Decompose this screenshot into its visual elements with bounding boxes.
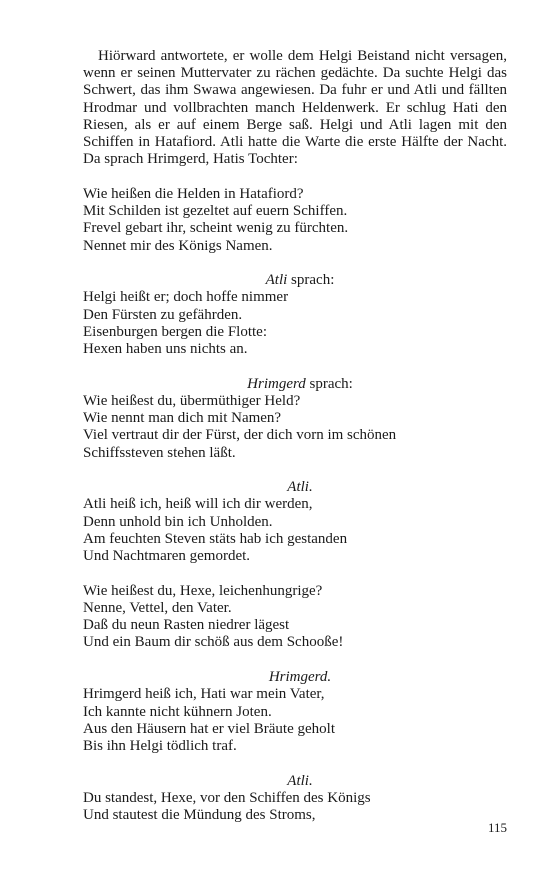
verse-line: Mit Schilden ist gezeltet auf euern Schiffen. <box>83 203 348 220</box>
verse-line: Und Nachtmaren gemordet. <box>83 548 251 565</box>
verse-line: Und ein Baum dir schöß aus dem Schooße! <box>83 634 344 651</box>
verse-line: Wie nennt man dich mit Namen? <box>83 410 282 427</box>
verse-line: Frevel gebart ihr, scheint wenig zu fürchten. <box>83 220 349 237</box>
page-number: 115 <box>487 820 507 835</box>
stanza-6 <box>83 686 507 755</box>
verse-line: Schiffssteven stehen läßt. <box>83 444 236 461</box>
speaker-heading <box>83 669 507 686</box>
verse-line: Bis ihn Helgi tödlich traf. <box>83 737 237 754</box>
speaker-heading <box>83 773 507 790</box>
stanza-gap <box>83 652 507 670</box>
verse-line: Und stautest die Mündung des Stroms, <box>83 807 316 824</box>
verse-line: Ich kannte nicht kühnern Joten. <box>83 703 272 720</box>
stanza-gap <box>83 462 507 480</box>
verse-line: Wie heißen die Helden in Hatafiord? <box>83 185 304 202</box>
verse-line: Nennet mir des Königs Namen. <box>83 237 273 254</box>
verse-line: Du standest, Hexe, vor den Schiffen des Königs <box>83 789 371 806</box>
stanza-3 <box>83 393 507 462</box>
stanza-gap <box>83 168 507 186</box>
verse-line: Helgi heißt er; doch hoffe nimmer <box>83 289 289 306</box>
verse-line: Daß du neun Rasten niedrer lägest <box>83 617 290 634</box>
speaker-suffix: sprach: <box>305 375 353 392</box>
verse-line: Atli heiß ich, heiß will ich dir werden, <box>83 496 313 513</box>
verse-line: Aus den Häusern hat er viel Bräute geholt <box>83 720 336 737</box>
stanza-1 <box>83 186 507 255</box>
speaker-name: Atli <box>265 272 288 289</box>
stanza-7 <box>83 790 507 824</box>
speaker-heading <box>83 479 507 496</box>
prose-paragraph: Hiörward antwortete, er wolle dem Helgi Beistand nicht versagen, wenn er seinen Muttervater zu rächen gedächte. Da suchte Helgi das Schwert, das ihm Swawa angewiesen. Da fuhr er und Atli und fällten Hrodmar und vollbrachten manch Heldenwerk. Er schlug Hati den Riesen, als er auf einem Berge saß. Helgi und Atli lagen mit den Schiffen in Hatafiord. Atli hatte die Warte die erste Hälfte der Nacht. Da sprach Hrimgerd, Hatis Tochter: <box>83 48 507 168</box>
verse-line: Den Fürsten zu gefährden. <box>83 306 243 323</box>
verse-line: Viel vertraut dir der Fürst, der dich vorn im schönen <box>83 427 397 444</box>
stanza-gap <box>83 755 507 773</box>
speaker-name: Atli. <box>287 479 313 496</box>
verse-line: Wie heißest du, übermüthiger Held? <box>83 392 301 409</box>
speaker-heading <box>83 376 507 393</box>
stanza-gap <box>83 255 507 273</box>
verse-line: Am feuchten Steven stäts hab ich gestanden <box>83 530 348 547</box>
page-body <box>83 48 507 824</box>
stanza-2 <box>83 289 507 358</box>
speaker-name: Hrimgerd <box>247 375 306 392</box>
verse-line: Denn unhold bin ich Unholden. <box>83 513 273 530</box>
verse-line: Hexen haben uns nichts an. <box>83 341 248 358</box>
stanza-gap <box>83 358 507 376</box>
stanza-4 <box>83 496 507 565</box>
speaker-heading <box>83 272 507 289</box>
speaker-name: Hrimgerd. <box>268 669 332 686</box>
verse-line: Hrimgerd heiß ich, Hati war mein Vater, <box>83 686 325 703</box>
verse-line: Eisenburgen bergen die Flotte: <box>83 323 267 340</box>
speaker-suffix: sprach: <box>287 272 335 289</box>
stanza-5 <box>83 583 507 652</box>
verse-line: Wie heißest du, Hexe, leichenhungrige? <box>83 582 323 599</box>
verse-line: Nenne, Vettel, den Vater. <box>83 599 232 616</box>
stanza-gap <box>83 565 507 583</box>
speaker-name: Atli. <box>287 772 313 789</box>
